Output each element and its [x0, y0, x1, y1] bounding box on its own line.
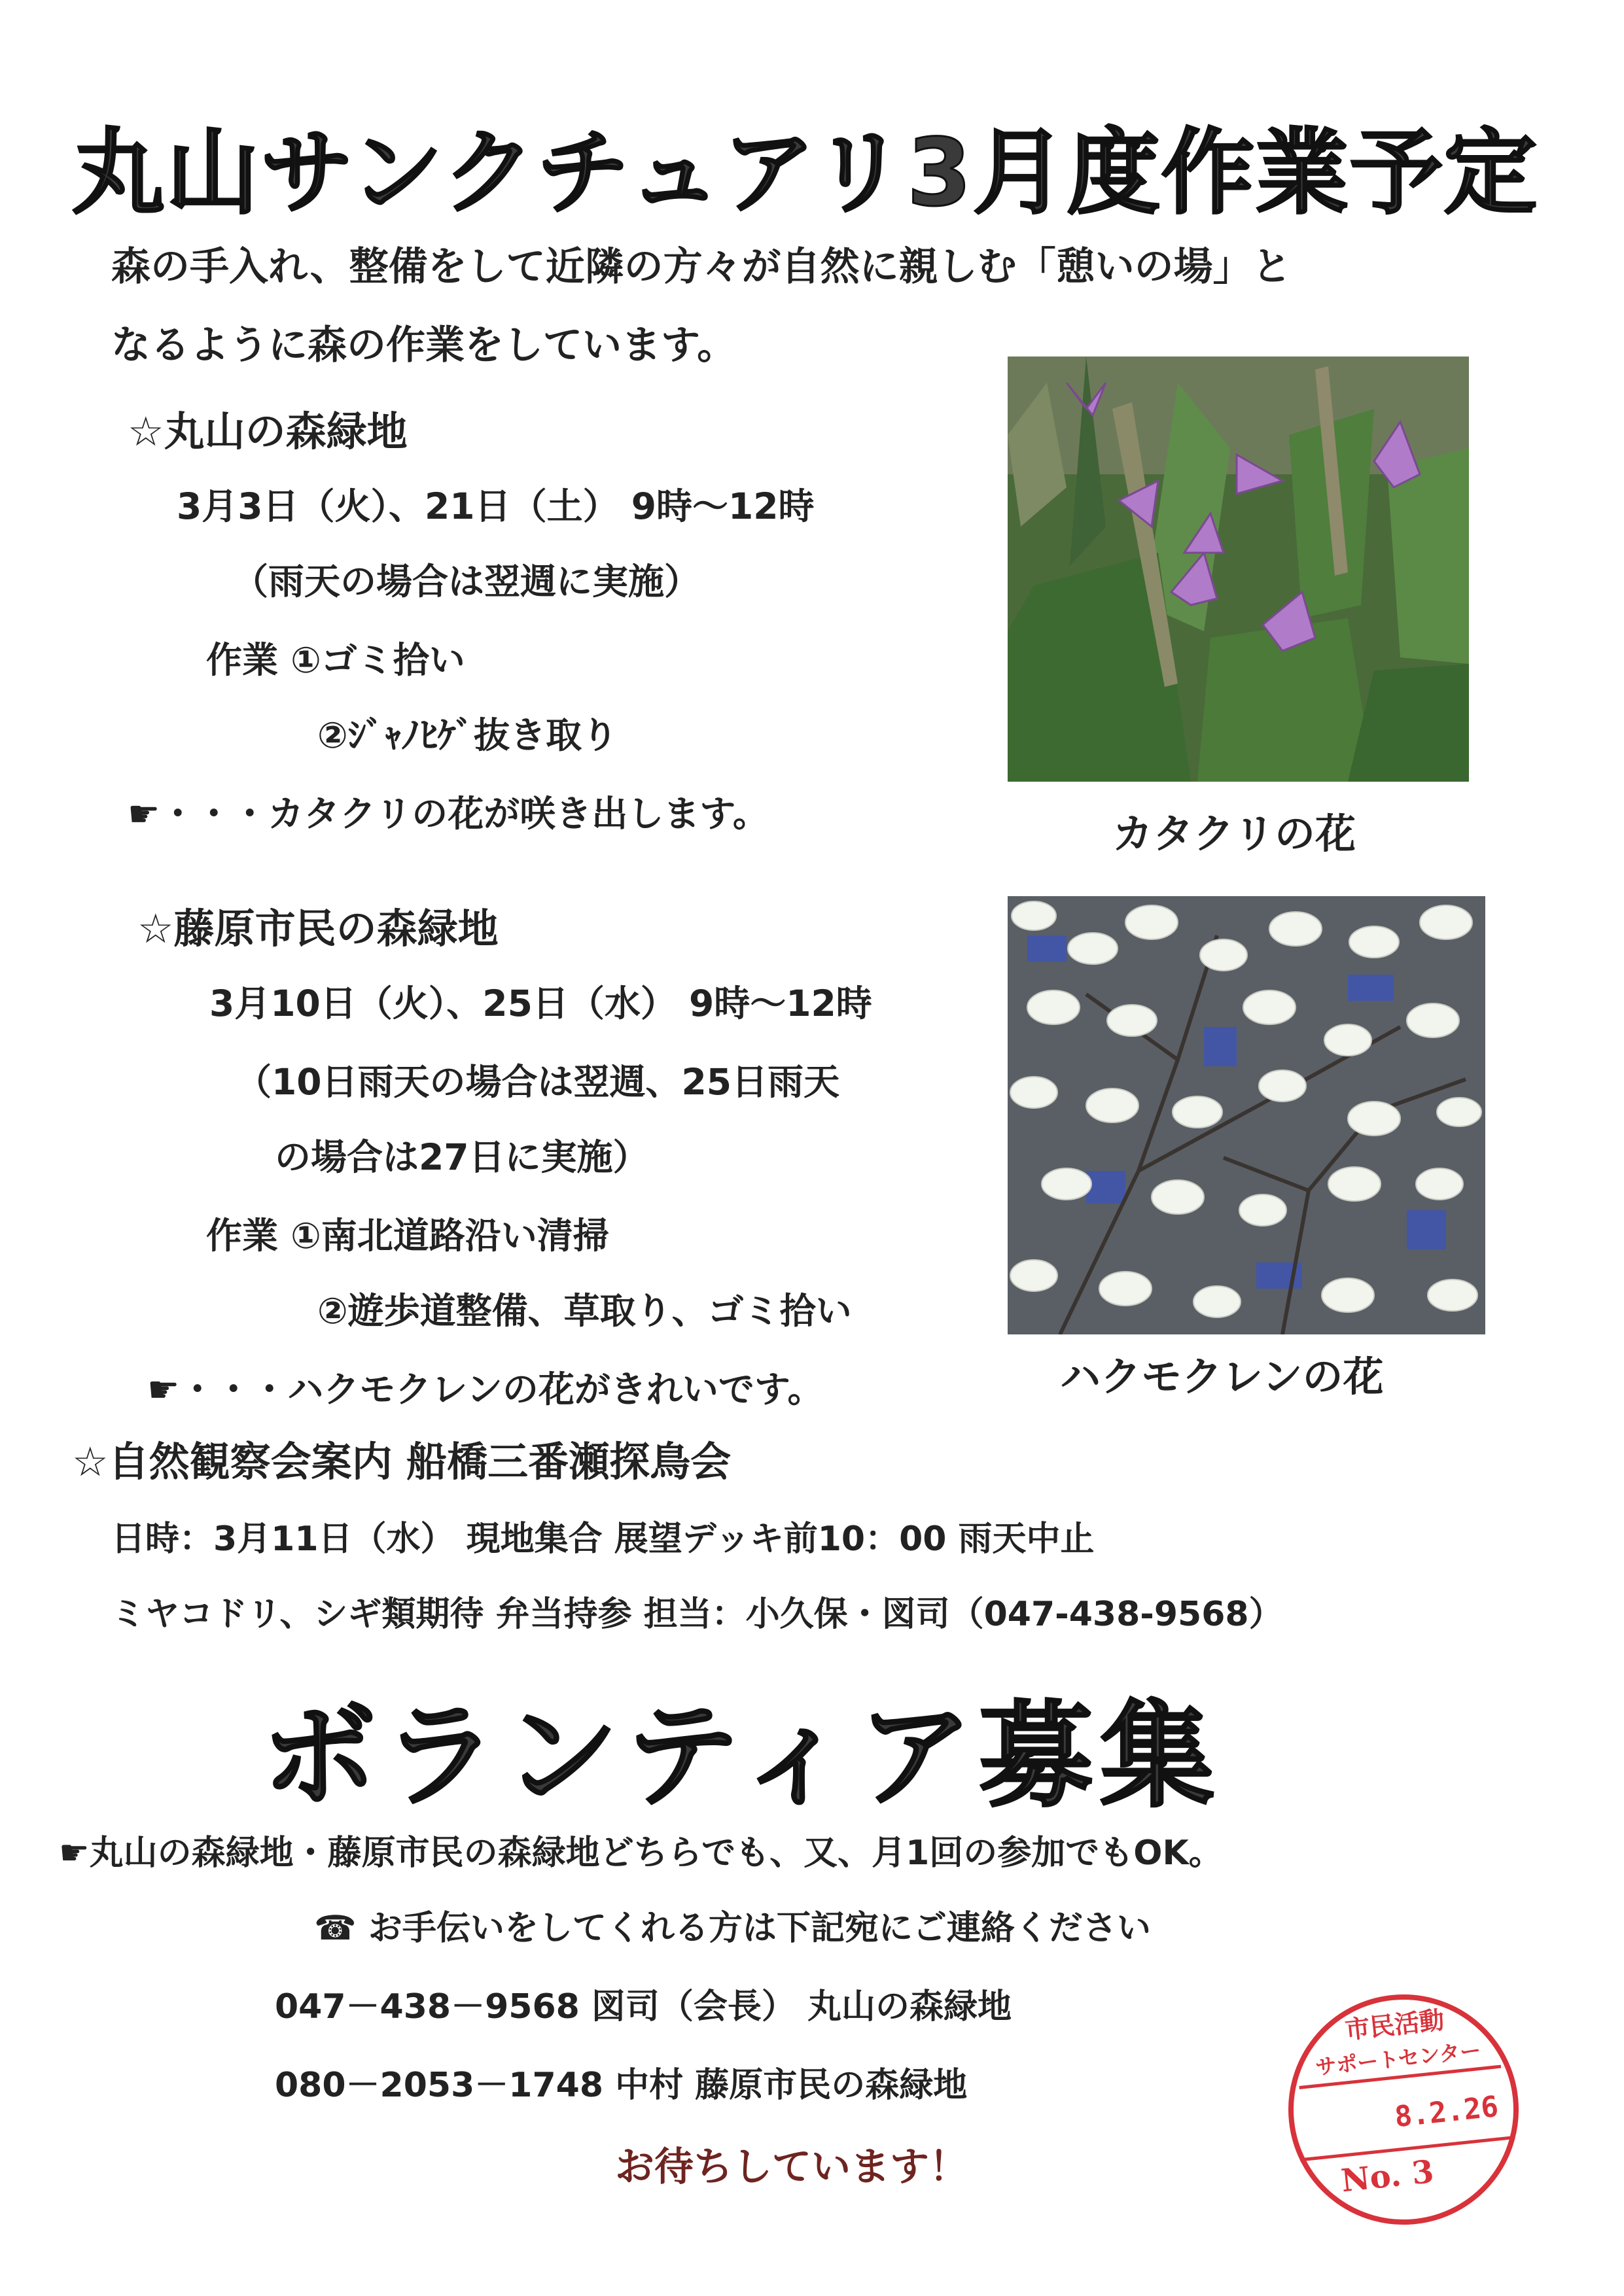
maruyama-dates: 3月3日（火）、21日（土） 9時～12時	[177, 485, 815, 527]
hakumokuren-photo	[1008, 896, 1485, 1334]
closing-message: お待ちしています！	[615, 2144, 968, 2190]
katakuri-photo	[1008, 357, 1469, 782]
observation-line-2: ミヤコドリ、シギ類期待 弁当持参 担当：小久保・図司（047-438-9568）	[111, 1595, 1283, 1634]
page-title: 丸山サンクチュアリ3月度作業予定	[72, 119, 1538, 227]
volunteer-line-2: ☎ お手伝いをしてくれる方は下記宛にご連絡ください	[314, 1909, 1151, 1948]
fujiwara-dates: 3月10日（火）、25日（水） 9時～12時	[209, 983, 872, 1024]
fujiwara-rain-note-1: （10日雨天の場合は翌週、25日雨天	[236, 1061, 840, 1103]
maruyama-work-2: ②ｼﾞｬﾉﾋｹﾞ抜き取り	[317, 714, 618, 756]
volunteer-heading: ボランティア募集	[262, 1690, 1221, 1823]
stamp-date: 8.2.26	[1393, 2089, 1500, 2134]
maruyama-work-1: 作業 ①ゴミ拾い	[206, 639, 465, 681]
intro-line-1: 森の手入れ、整備をして近隣の方々が自然に親しむ「憩いの場」と	[111, 244, 1292, 290]
intro-line-2: なるように森の作業をしています。	[111, 322, 737, 368]
katakuri-caption: カタクリの花	[1112, 810, 1356, 858]
maruyama-heading: ☆丸山の森緑地	[128, 408, 408, 455]
contact-maruyama: 047－438－9568 図司（会長） 丸山の森緑地	[275, 1987, 1012, 2026]
observation-heading: ☆自然観察会案内 船橋三番瀬探鳥会	[72, 1438, 732, 1486]
stamp-number: No. 3	[1339, 2153, 1436, 2200]
volunteer-line-1: ☛丸山の森緑地・藤原市民の森緑地どちらでも、又、月1回の参加でもOK。	[59, 1834, 1223, 1873]
fujiwara-heading: ☆藤原市民の森緑地	[137, 905, 499, 952]
contact-fujiwara: 080－2053－1748 中村 藤原市民の森緑地	[275, 2066, 968, 2105]
observation-line-1: 日時：3月11日（水） 現地集合 展望デッキ前10：00 雨天中止	[111, 1520, 1095, 1559]
fujiwara-rain-note-2: の場合は27日に実施）	[275, 1136, 649, 1178]
stamp-line-2: サポートセンター	[1314, 2038, 1483, 2080]
hakumokuren-caption: ハクモクレンの花	[1060, 1353, 1384, 1400]
fujiwara-work-2: ②遊歩道整備、草取り、ゴミ拾い	[317, 1290, 852, 1332]
maruyama-rain-note: （雨天の場合は翌週に実施）	[232, 561, 701, 602]
maruyama-flower-note: ☛・・・カタクリの花が咲き出します。	[128, 793, 769, 835]
fujiwara-flower-note: ☛・・・ハクモクレンの花がきれいです。	[147, 1368, 824, 1410]
stamp-line-1: 市民活動	[1343, 2005, 1446, 2045]
fujiwara-work-1: 作業 ①南北道路沿い清掃	[206, 1215, 609, 1257]
received-stamp	[1271, 1977, 1537, 2243]
